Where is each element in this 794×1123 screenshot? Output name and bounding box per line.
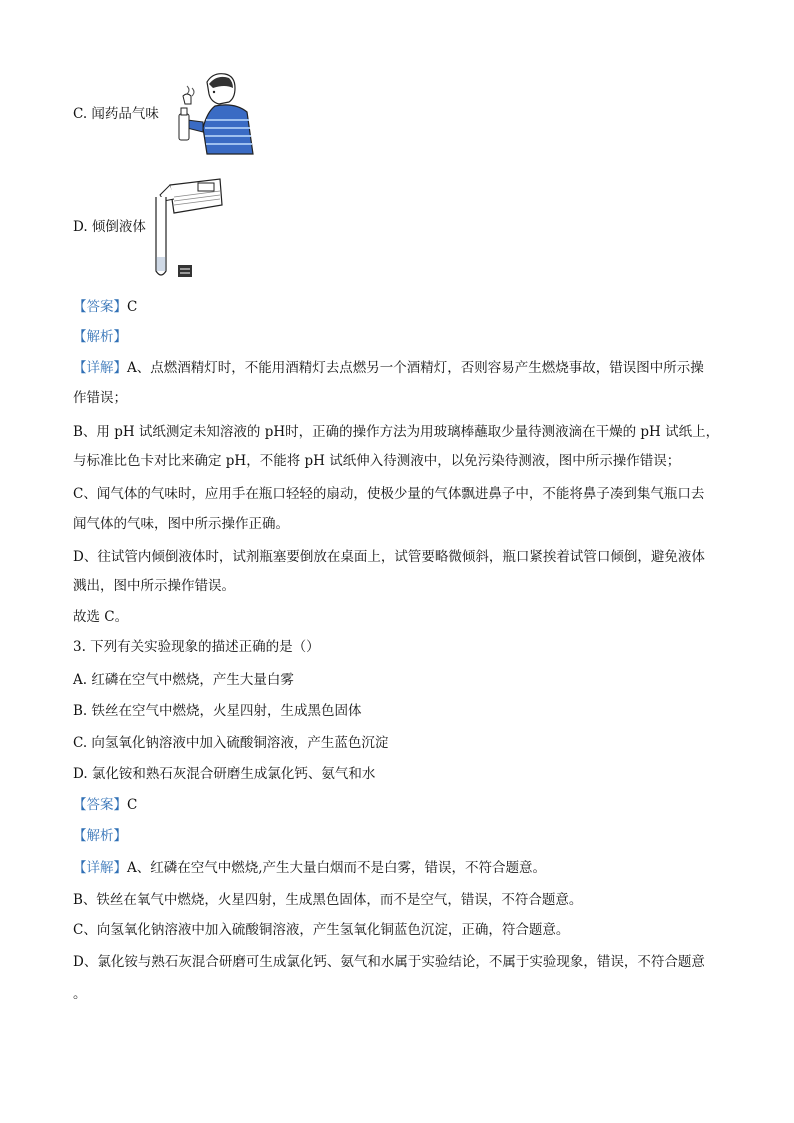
q3-detail-d2: 。 (73, 986, 87, 1002)
q3-detail-c: C、向氢氧化钠溶液中加入硫酸铜溶液，产生氢氧化铜蓝色沉淀，正确，符合题意。 (73, 922, 570, 938)
answer-tag: 【答案】 (73, 299, 127, 315)
q3-stem: 3. 下列有关实验现象的描述正确的是（） (73, 639, 320, 655)
detail-tag: 【详解】 (73, 360, 127, 376)
pouring-liquid-illustration (150, 175, 235, 283)
q3-option-d: D. 氯化铵和熟石灰混合研磨生成氯化钙、氨气和水 (73, 766, 376, 782)
q2-conclusion: 故选 C。 (73, 609, 129, 625)
q3-option-c: C. 向氢氧化钠溶液中加入硫酸铜溶液，产生蓝色沉淀 (73, 735, 389, 751)
detail-tag: 【详解】 (73, 860, 127, 876)
q2-detail-a2: 作错误； (73, 390, 127, 406)
detail-text: A、点燃酒精灯时，不能用酒精灯去点燃另一个酒精灯，否则容易产生燃烧事故，错误图中所示操 (127, 360, 704, 376)
q2-detail-b2: 与标准比色卡对比来确定 pH，不能将 pH 试纸伸入待测液中，以免污染待测液，图中所示操作错误； (73, 453, 681, 469)
q3-detail-a (73, 859, 546, 877)
q3-answer (73, 796, 137, 814)
q3-detail-b: B、铁丝在氧气中燃烧，火星四射，生成黑色固体，而不是空气，错误，不符合题意。 (73, 892, 583, 908)
q2-detail-c2: 闻气体的气味，图中所示操作正确。 (73, 516, 289, 532)
smelling-illustration (173, 68, 263, 156)
q2-answer (73, 298, 137, 316)
answer-value: C (127, 797, 138, 813)
answer-tag: 【答案】 (73, 797, 127, 813)
q2-detail-d2: 溅出，图中所示操作错误。 (73, 578, 235, 594)
option-d-label: D. 倾倒液体 (73, 219, 146, 235)
q3-option-a: A. 红磷在空气中燃烧，产生大量白雾 (73, 672, 294, 688)
q3-analysis-tag: 【解析】 (73, 828, 127, 844)
answer-value: C (127, 299, 138, 315)
detail-text: A、红磷在空气中燃烧,产生大量白烟而不是白雾，错误，不符合题意。 (127, 860, 547, 876)
q2-detail-d1: D、往试管内倾倒液体时，试剂瓶塞要倒放在桌面上，试管要略微倾斜，瓶口紧挨着试管口倾倒，避免液体 (73, 549, 705, 565)
q3-option-b: B. 铁丝在空气中燃烧，火星四射，生成黑色固体 (73, 703, 362, 719)
option-c-label: C. 闻药品气味 (73, 106, 159, 122)
q2-detail-b1: B、用 pH 试纸测定未知溶液的 pH时，正确的操作方法为用玻璃棒蘸取少量待测液滴在干燥的 pH 试纸上， (73, 424, 720, 440)
q2-analysis-tag: 【解析】 (73, 329, 127, 345)
q3-detail-d1: D、氯化铵与熟石灰混合研磨可生成氯化钙、氨气和水属于实验结论，不属于实验现象，错误，不符合题意 (73, 954, 705, 970)
q2-detail-c1: C、闻气体的气味时，应用手在瓶口轻轻的扇动，使极少量的气体飘进鼻子中，不能将鼻子凑到集气瓶口去 (73, 486, 705, 502)
q2-detail-a (73, 359, 704, 377)
